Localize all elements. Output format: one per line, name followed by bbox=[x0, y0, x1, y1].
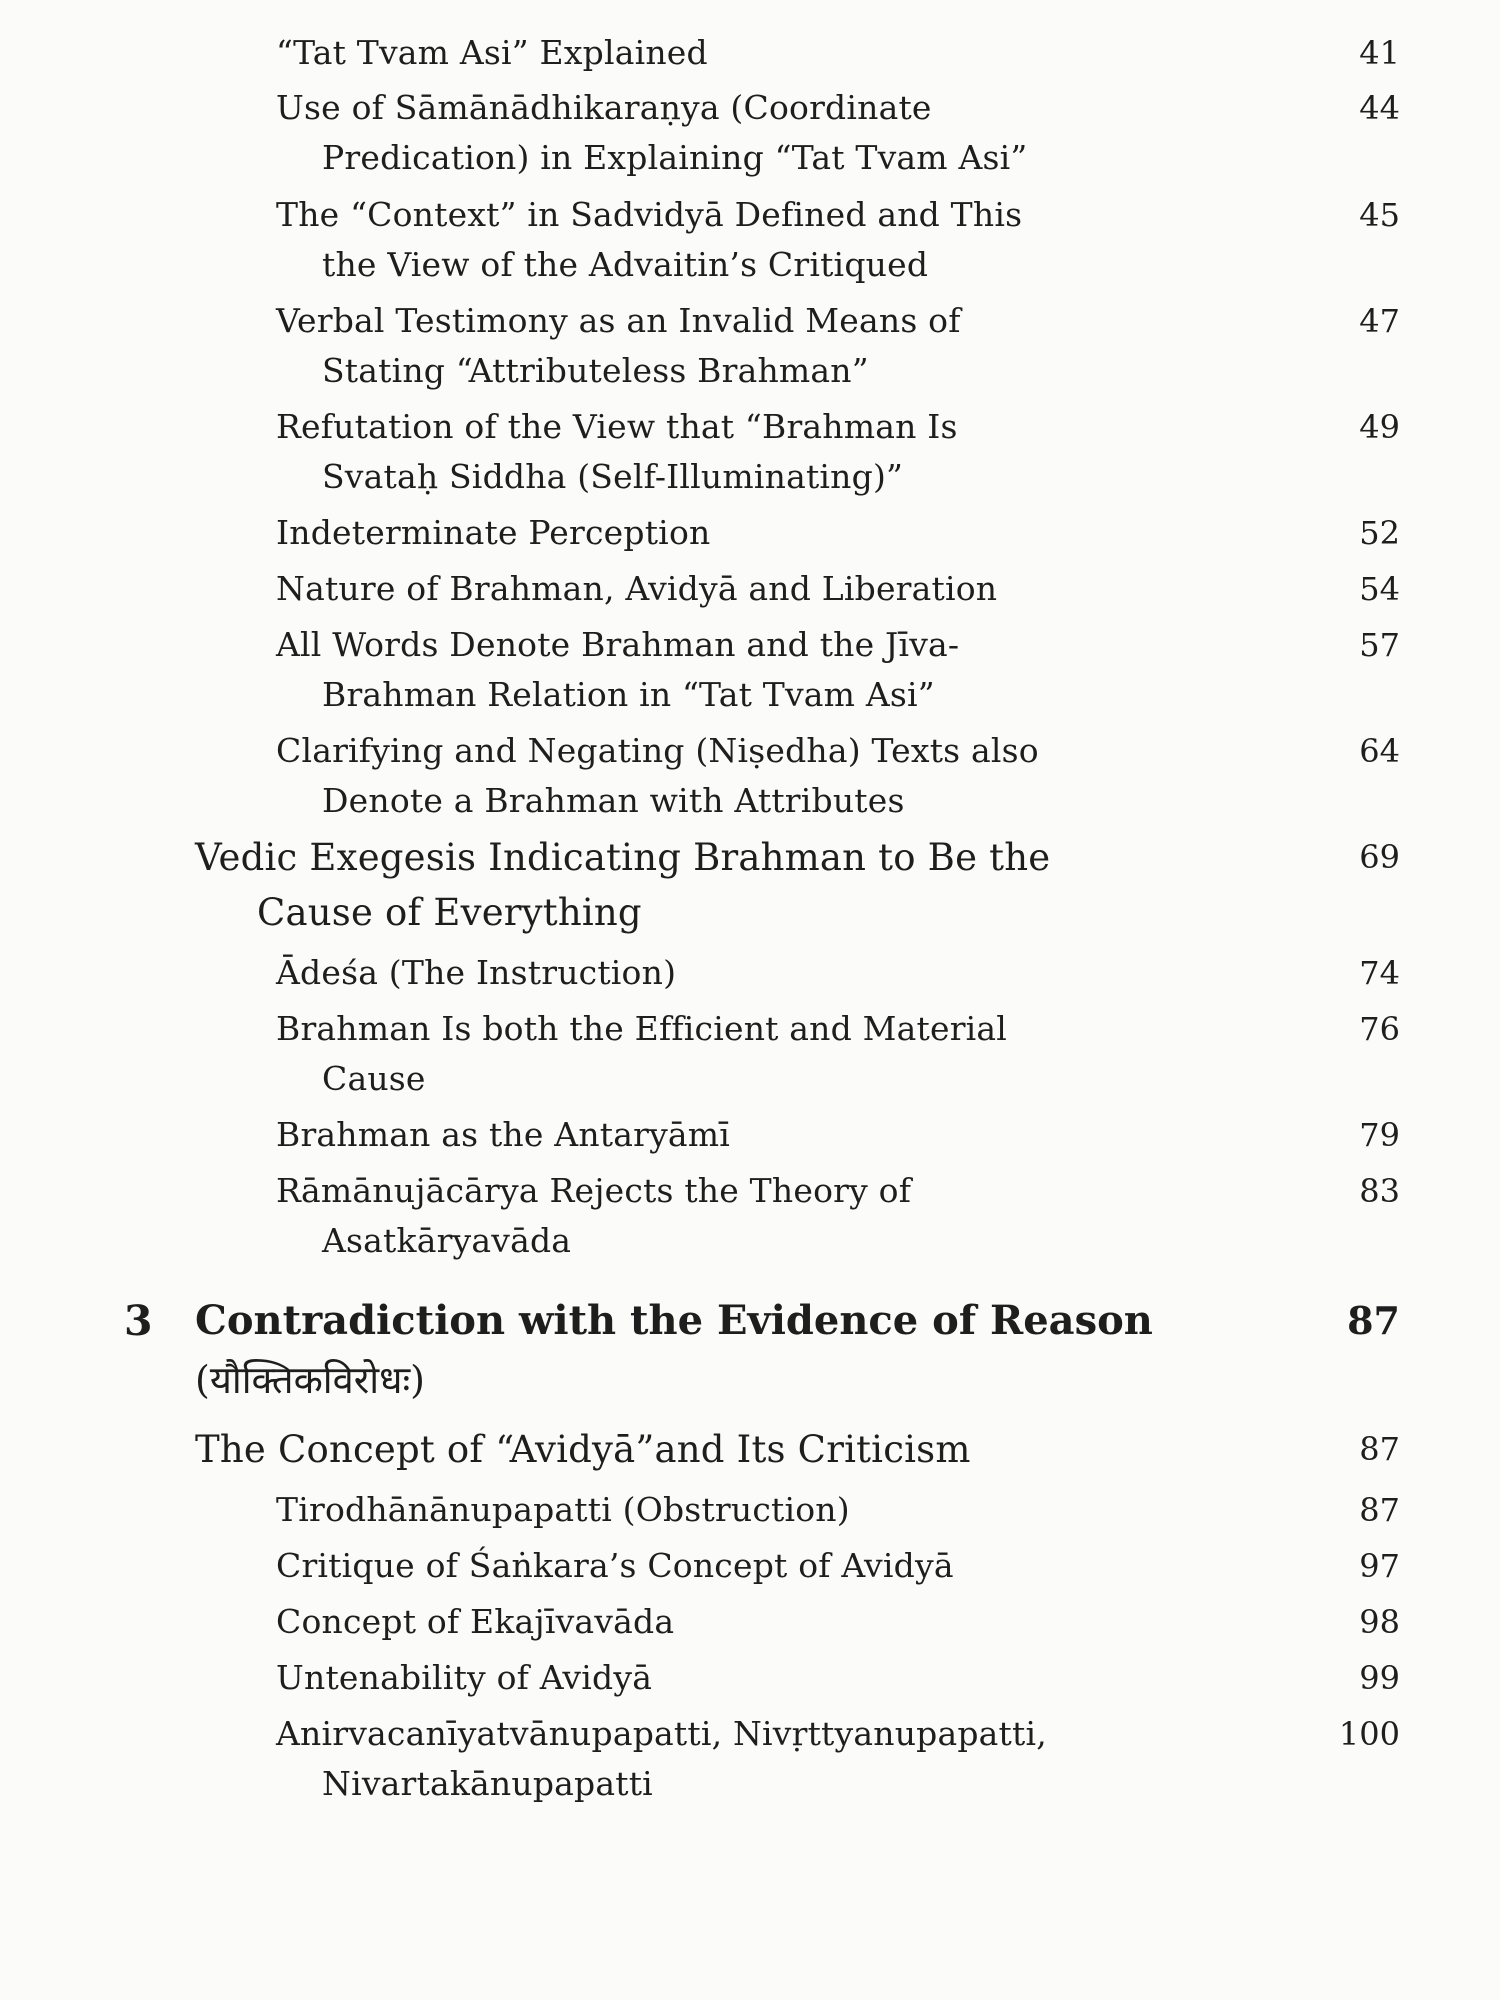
section-page: 87 bbox=[1359, 1430, 1400, 1468]
section-page: 69 bbox=[1359, 838, 1400, 876]
entry-page: 49 bbox=[1359, 408, 1400, 446]
entry-title: Anirvacanīyatvānupapatti, Nivṛttyanupapatti, Nivartakānupapatti bbox=[276, 1714, 1047, 1803]
section-title: Vedic Exegesis Indicating Brahman to Be the Cause of Everything bbox=[195, 836, 1051, 934]
section-title: The Concept of “Avidyā”and Its Criticism bbox=[195, 1428, 971, 1471]
entry-page: 99 bbox=[1359, 1659, 1400, 1697]
entry-title: Concept of Ekajīvavāda bbox=[276, 1602, 675, 1641]
entry-title: Tirodhānānupapatti (Obstruction) bbox=[276, 1490, 850, 1529]
entry-title: Untenability of Avidyā bbox=[276, 1658, 653, 1697]
chapter-number: 3 bbox=[124, 1297, 153, 1345]
entry-page: 74 bbox=[1359, 954, 1400, 992]
entry-title: Refutation of the View that “Brahman Is Svataḥ Siddha (Self-Illuminating)” bbox=[276, 407, 958, 496]
entry-title: Use of Sāmānādhikaraṇya (Coordinate Predication) in Explaining “Tat Tvam Asi” bbox=[276, 88, 1028, 177]
entry-title: Clarifying and Negating (Niṣedha) Texts also Denote a Brahman with Attributes bbox=[276, 731, 1039, 820]
entry-page: 52 bbox=[1359, 514, 1400, 552]
entry-page: 98 bbox=[1359, 1603, 1400, 1641]
entry-page: 64 bbox=[1359, 732, 1400, 770]
chapter-title: Contradiction with the Evidence of Reason bbox=[195, 1297, 1153, 1344]
entry-page: 57 bbox=[1359, 626, 1400, 664]
entry-title: Critique of Śaṅkara’s Concept of Avidyā bbox=[276, 1546, 954, 1585]
entry-title: Verbal Testimony as an Invalid Means of Stating “Attributeless Brahman” bbox=[276, 301, 961, 390]
entry-page: 87 bbox=[1359, 1491, 1400, 1529]
entry-title: Indeterminate Perception bbox=[276, 513, 711, 552]
entry-title: Nature of Brahman, Avidyā and Liberation bbox=[276, 569, 998, 608]
chapter-subtitle: (यौक्तिकविरोधः) bbox=[195, 1358, 425, 1402]
entry-title: Rāmānujācārya Rejects the Theory of Asatkāryavāda bbox=[276, 1171, 912, 1260]
entry-page: 79 bbox=[1359, 1116, 1400, 1154]
entry-page: 45 bbox=[1359, 196, 1400, 234]
entry-page: 47 bbox=[1359, 302, 1400, 340]
entry-page: 41 bbox=[1359, 34, 1400, 72]
entry-title: All Words Denote Brahman and the Jīva- Brahman Relation in “Tat Tvam Asi” bbox=[276, 625, 960, 714]
entry-page: 44 bbox=[1359, 89, 1400, 127]
entry-title: Brahman as the Antaryāmī bbox=[276, 1115, 731, 1154]
chapter-page: 87 bbox=[1347, 1298, 1400, 1343]
entry-page: 100 bbox=[1338, 1715, 1400, 1753]
entry-title: “Tat Tvam Asi” Explained bbox=[276, 33, 708, 72]
entry-page: 76 bbox=[1359, 1010, 1400, 1048]
entry-title: The “Context” in Sadvidyā Defined and This the View of the Advaitin’s Critiqued bbox=[276, 195, 1023, 284]
entry-page: 83 bbox=[1359, 1172, 1400, 1210]
entry-page: 54 bbox=[1359, 570, 1400, 608]
entry-title: Brahman Is both the Efficient and Material Cause bbox=[276, 1009, 1008, 1098]
entry-title: Ādeśa (The Instruction) bbox=[276, 953, 677, 992]
entry-page: 97 bbox=[1359, 1547, 1400, 1585]
